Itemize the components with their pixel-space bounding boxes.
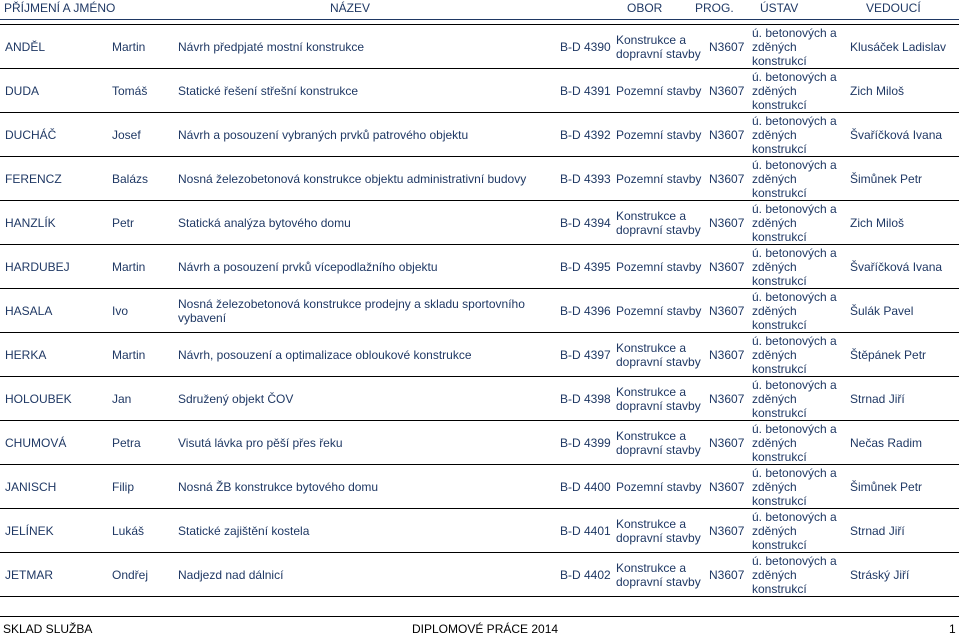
thesis-title: Nosná železobetonová konstrukce objektu administrativní budovy: [178, 171, 527, 186]
program-code: N3607: [709, 83, 745, 98]
thesis-code: B-D 4398: [560, 391, 611, 406]
study-field: Konstrukce a dopravní stavby: [616, 384, 701, 413]
program-code: N3607: [709, 303, 745, 318]
student-surname: FERENCZ: [5, 171, 62, 186]
page-footer: [0, 616, 959, 636]
department: ú. betonových a zděných konstrukcí: [752, 333, 837, 376]
thesis-code: B-D 4394: [560, 215, 611, 230]
department: ú. betonových a zděných konstrukcí: [752, 113, 837, 156]
table-row: [0, 69, 959, 113]
table-row: [0, 377, 959, 421]
department: ú. betonových a zděných konstrukcí: [752, 25, 837, 68]
footer-center: DIPLOMOVÉ PRÁCE 2014: [412, 622, 559, 636]
table-row: [0, 201, 959, 245]
supervisor-name: Švaříčková Ivana: [850, 259, 943, 274]
student-name: Lukáš: [112, 523, 145, 538]
header-program: PROG.: [695, 1, 734, 15]
table-row: [0, 333, 959, 377]
table-row: [0, 421, 959, 465]
department: ú. betonových a zděných konstrukcí: [752, 509, 837, 552]
thesis-title: Statická analýza bytového domu: [178, 215, 351, 230]
footer-left: SKLAD SLUŽBA: [3, 622, 93, 636]
supervisor-name: Šimůnek Petr: [850, 171, 923, 186]
student-surname: HASALA: [5, 303, 53, 318]
department: ú. betonových a zděných konstrukcí: [752, 157, 837, 200]
thesis-title: Nosná železobetonová konstrukce prodejny a skladu sportovního vybavení: [178, 296, 525, 325]
student-name: Ivo: [112, 303, 129, 318]
student-surname: JELÍNEK: [5, 523, 54, 538]
supervisor-name: Štěpánek Petr: [850, 347, 927, 362]
supervisor-name: Zich Miloš: [850, 83, 905, 98]
student-surname: DUCHÁČ: [5, 127, 57, 142]
student-name: Josef: [112, 127, 141, 142]
student-name: Petra: [112, 435, 141, 450]
table-header: [0, 0, 959, 20]
study-field: Pozemní stavby: [616, 259, 702, 274]
program-code: N3607: [709, 259, 745, 274]
study-field: Konstrukce a dopravní stavby: [616, 560, 701, 589]
table-row: [0, 157, 959, 201]
student-surname: HARDUBEJ: [5, 259, 70, 274]
student-name: Martin: [112, 347, 146, 362]
table-row: [0, 509, 959, 553]
student-name: Martin: [112, 259, 146, 274]
thesis-code: B-D 4393: [560, 171, 611, 186]
study-field: Pozemní stavby: [616, 303, 702, 318]
student-surname: ANDĚL: [5, 39, 46, 54]
student-name: Jan: [112, 391, 132, 406]
program-code: N3607: [709, 479, 745, 494]
study-field: Konstrukce a dopravní stavby: [616, 428, 701, 457]
thesis-code: B-D 4402: [560, 567, 611, 582]
department: ú. betonových a zděných konstrukcí: [752, 69, 837, 112]
program-code: N3607: [709, 171, 745, 186]
thesis-title: Statické zajištění kostela: [178, 523, 310, 538]
department: ú. betonových a zděných konstrukcí: [752, 201, 837, 244]
supervisor-name: Šulák Pavel: [850, 303, 914, 318]
supervisor-name: Stráský Jiří: [850, 567, 910, 582]
table-row: [0, 113, 959, 157]
student-name: Balázs: [112, 171, 149, 186]
thesis-code: B-D 4399: [560, 435, 611, 450]
program-code: N3607: [709, 215, 745, 230]
header-field: OBOR: [627, 1, 663, 15]
thesis-table: [0, 24, 959, 597]
supervisor-name: Klusáček Ladislav: [850, 39, 947, 54]
thesis-code: B-D 4397: [560, 347, 611, 362]
supervisor-name: Strnad Jiří: [850, 523, 905, 538]
supervisor-name: Nečas Radim: [850, 435, 923, 450]
program-code: N3607: [709, 523, 745, 538]
thesis-title: Návrh předpjaté mostní konstrukce: [178, 39, 365, 54]
thesis-title: Nosná ŽB konstrukce bytového domu: [178, 479, 379, 494]
study-field: Pozemní stavby: [616, 127, 702, 142]
thesis-code: B-D 4392: [560, 127, 611, 142]
department: ú. betonových a zděných konstrukcí: [752, 377, 837, 420]
thesis-code: B-D 4395: [560, 259, 611, 274]
student-surname: CHUMOVÁ: [5, 435, 67, 450]
thesis-title: Návrh a posouzení vybraných prvků patrového objektu: [178, 127, 469, 142]
table-row: [0, 465, 959, 509]
program-code: N3607: [709, 391, 745, 406]
student-surname: JANISCH: [5, 479, 57, 494]
supervisor-name: Zich Miloš: [850, 215, 905, 230]
table-row: [0, 24, 959, 69]
student-name: Petr: [112, 215, 135, 230]
thesis-title: Sdružený objekt ČOV: [178, 391, 294, 406]
thesis-title: Návrh a posouzení prvků vícepodlažního objektu: [178, 259, 438, 274]
thesis-code: B-D 4396: [560, 303, 611, 318]
program-code: N3607: [709, 39, 745, 54]
student-name: Martin: [112, 39, 146, 54]
program-code: N3607: [709, 347, 745, 362]
thesis-code: B-D 4401: [560, 523, 611, 538]
header-institute: ÚSTAV: [760, 1, 799, 15]
student-surname: HERKA: [5, 347, 47, 362]
study-field: Pozemní stavby: [616, 83, 702, 98]
department: ú. betonových a zděných konstrukcí: [752, 245, 837, 288]
thesis-title: Visutá lávka pro pěší přes řeku: [178, 435, 343, 450]
department: ú. betonových a zděných konstrukcí: [752, 465, 837, 508]
supervisor-name: Strnad Jiří: [850, 391, 905, 406]
department: ú. betonových a zděných konstrukcí: [752, 421, 837, 464]
study-field: Pozemní stavby: [616, 171, 702, 186]
page-number: 1: [949, 622, 956, 636]
thesis-title: Nadjezd nad dálnicí: [178, 567, 284, 582]
student-surname: JETMAR: [5, 567, 53, 582]
study-field: Konstrukce a dopravní stavby: [616, 340, 701, 369]
student-name: Ondřej: [112, 567, 149, 582]
header-title: NÁZEV: [330, 1, 371, 15]
header-name: PŘÍJMENÍ A JMÉNO: [4, 1, 116, 15]
thesis-code: B-D 4391: [560, 83, 611, 98]
supervisor-name: Švaříčková Ivana: [850, 127, 943, 142]
department: ú. betonových a zděných konstrukcí: [752, 289, 837, 332]
study-field: Konstrukce a dopravní stavby: [616, 32, 701, 61]
student-surname: HOLOUBEK: [5, 391, 72, 406]
program-code: N3607: [709, 435, 745, 450]
table-row: [0, 289, 959, 333]
header-supervisor: VEDOUCÍ: [866, 1, 921, 15]
table-row: [0, 245, 959, 289]
study-field: Konstrukce a dopravní stavby: [616, 516, 701, 545]
student-name: Tomáš: [112, 83, 148, 98]
department: ú. betonových a zděných konstrukcí: [752, 553, 837, 596]
supervisor-name: Šimůnek Petr: [850, 479, 923, 494]
student-name: Filip: [112, 479, 135, 494]
program-code: N3607: [709, 567, 745, 582]
program-code: N3607: [709, 127, 745, 142]
study-field: Pozemní stavby: [616, 479, 702, 494]
student-surname: HANZLÍK: [5, 215, 56, 230]
thesis-title: Statické řešení střešní konstrukce: [178, 83, 359, 98]
study-field: Konstrukce a dopravní stavby: [616, 208, 701, 237]
student-surname: DUDA: [5, 83, 40, 98]
thesis-code: B-D 4390: [560, 39, 611, 54]
thesis-title: Návrh, posouzení a optimalizace obloukové konstrukce: [178, 347, 472, 362]
table-row: [0, 553, 959, 597]
thesis-code: B-D 4400: [560, 479, 611, 494]
